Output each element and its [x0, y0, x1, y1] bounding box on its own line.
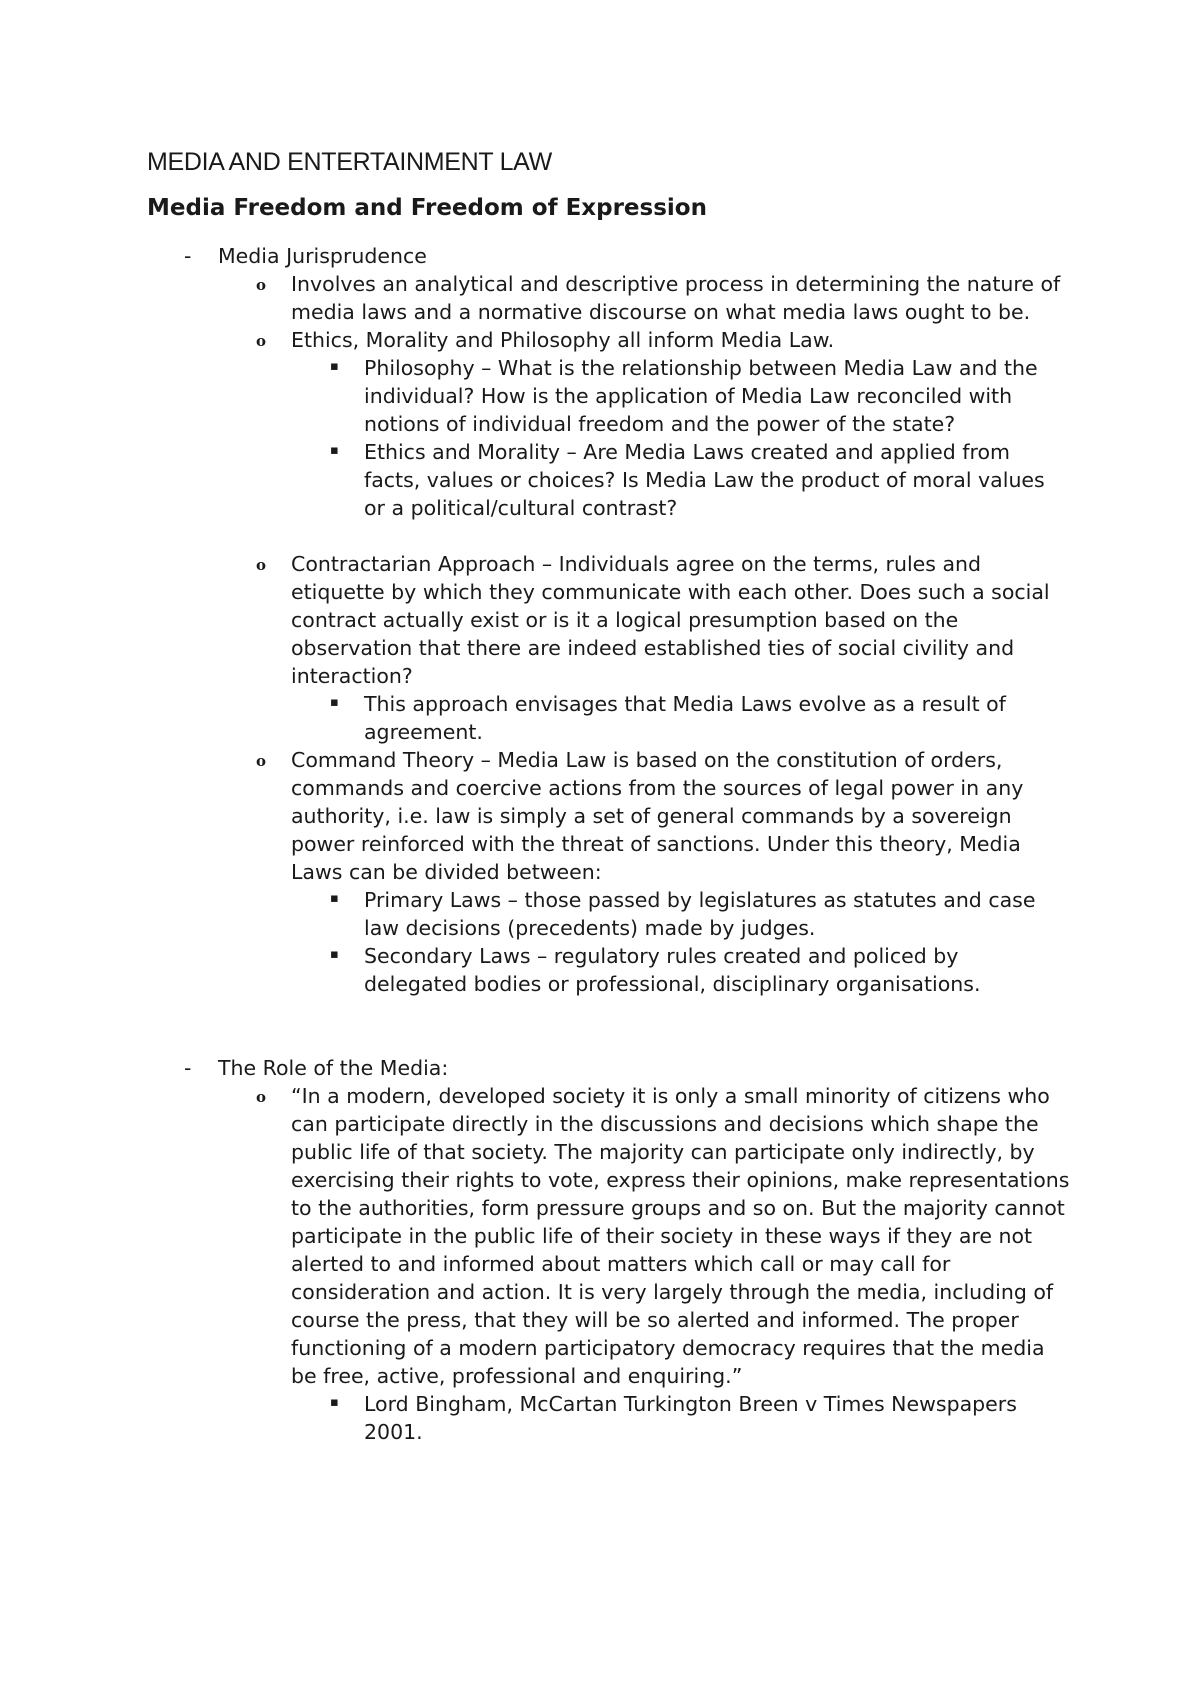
circle-bullet-icon: o — [256, 1088, 267, 1106]
list-item — [0, 438, 1064, 522]
list-item-text: Ethics, Morality and Philosophy all inform Media Law. — [291, 328, 835, 352]
list-item — [0, 242, 1200, 270]
list-item-text: Philosophy – What is the relationship between Media Law and the individual? How is the application of Media Law reconciled with notions of individual freedom and the power of the state? — [364, 356, 1038, 436]
square-bullet-icon: ▪ — [330, 443, 339, 458]
list-item-text: This approach envisages that Media Laws evolve as a result of agreement. — [364, 692, 1006, 744]
list-item-text: Ethics and Morality – Are Media Laws created and applied from facts, values or choices? Is Media Law the product of moral values or a political/cultural contrast? — [364, 440, 1045, 520]
square-bullet-icon: ▪ — [330, 1395, 339, 1410]
list-item — [0, 886, 1064, 942]
list-item-text: Secondary Laws – regulatory rules created and policed by delegated bodies or professional, disciplinary organisations. — [364, 944, 981, 996]
list-item-text: Media Jurisprudence — [218, 244, 427, 268]
paragraph-spacer — [0, 522, 1200, 550]
circle-bullet-icon: o — [256, 332, 267, 350]
list-item-text: Command Theory – Media Law is based on the constitution of orders, commands and coercive actions from the sources of legal power in any authority, i.e. law is simply a set of general commands by a sovereign power reinforced with the threat of sanctions. Under this theory, Media Laws can be divided between: — [291, 748, 1024, 884]
list-item — [0, 942, 1064, 998]
list-item-text: Primary Laws – those passed by legislatures as statutes and case law decisions (precedents) made by judges. — [364, 888, 1036, 940]
document-body — [0, 242, 1200, 1446]
list-item-text: The Role of the Media: — [218, 1056, 449, 1080]
square-bullet-icon: ▪ — [330, 947, 339, 962]
section-heading: Media Freedom and Freedom of Expression — [147, 195, 707, 221]
dash-bullet-icon: - — [184, 244, 192, 268]
dash-bullet-icon: - — [184, 1056, 192, 1080]
paragraph-spacer — [0, 998, 1200, 1054]
list-item — [0, 690, 1064, 746]
list-item-text: Contractarian Approach – Individuals agree on the terms, rules and etiquette by which they communicate with each other. Does such a social contract actually exist or is it a logical presumption based on the observation that there are indeed established ties of social civility and interaction? — [291, 552, 1050, 688]
circle-bullet-icon: o — [256, 556, 267, 574]
list-item-text: Lord Bingham, McCartan Turkington Breen v Times Newspapers 2001. — [364, 1392, 1017, 1444]
circle-bullet-icon: o — [256, 276, 267, 294]
list-item-text: Involves an analytical and descriptive process in determining the nature of media laws and a normative discourse on what media laws ought to be. — [291, 272, 1061, 324]
list-item-text: “In a modern, developed society it is only a small minority of citizens who can participate directly in the discussions and decisions which shape the public life of that society. The majority can participate only indirectly, by exercising their rights to vote, express their opinions, make representations to the authorities, form pressure groups and so on. But the majority cannot participate in the public life of their society in these ways if they are not alerted to and informed about matters which call or may call for consideration and action. It is very largely through the media, including of course the press, that they will be so alerted and informed. The proper functioning of a modern participatory democracy requires that the media be free, active, professional and enquiring.” — [291, 1084, 1070, 1388]
square-bullet-icon: ▪ — [330, 695, 339, 710]
document-title: MEDIA AND ENTERTAINMENT LAW — [147, 148, 552, 176]
list-item — [0, 354, 1064, 438]
square-bullet-icon: ▪ — [330, 891, 339, 906]
list-item — [0, 1054, 1200, 1082]
list-item — [0, 1082, 1071, 1390]
list-item — [0, 550, 1071, 690]
list-item — [0, 1390, 1064, 1446]
list-item — [0, 326, 1071, 354]
square-bullet-icon: ▪ — [330, 359, 339, 374]
list-item — [0, 746, 1071, 886]
list-item — [0, 270, 1071, 326]
circle-bullet-icon: o — [256, 752, 267, 770]
